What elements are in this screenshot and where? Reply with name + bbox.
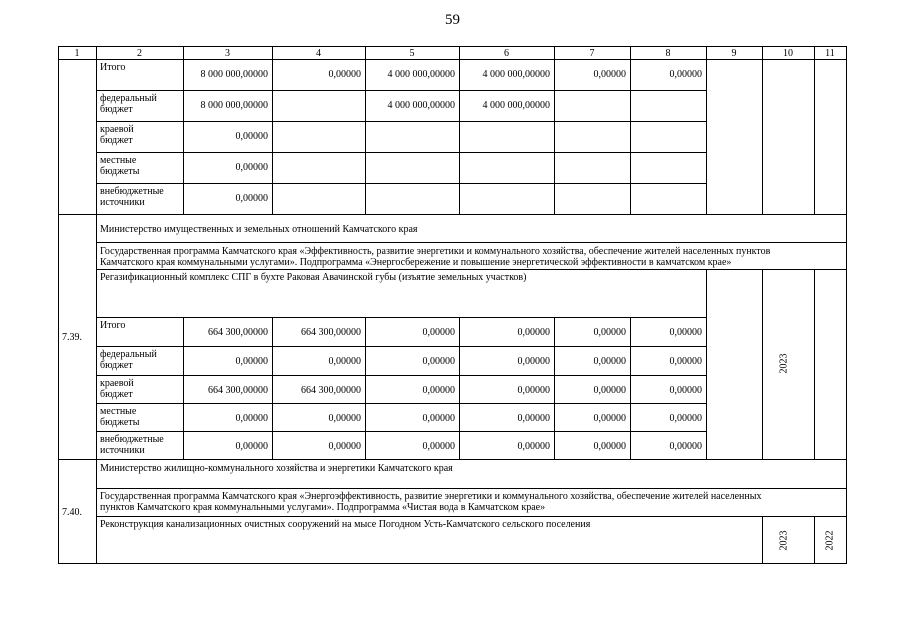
grid-line	[814, 269, 815, 460]
grid-line	[96, 488, 847, 489]
value-cell: 664 300,00000	[208, 385, 268, 396]
value-cell: 0,00000	[422, 327, 455, 338]
row-label: источники	[100, 445, 145, 456]
value-cell: 0,00000	[328, 69, 361, 80]
row-label: федеральный	[100, 93, 157, 104]
value-cell: 4 000 000,00000	[387, 69, 455, 80]
year-cell: 2023	[778, 353, 790, 374]
value-cell: 0,00000	[235, 356, 268, 367]
row-label: местные	[100, 155, 137, 166]
row-label: краевой	[100, 378, 134, 389]
value-cell: 0,00000	[328, 441, 361, 452]
value-cell: 8 000 000,00000	[200, 100, 268, 111]
row-label: внебюджетные	[100, 186, 164, 197]
row-label: краевой	[100, 124, 134, 135]
value-cell: 0,00000	[669, 413, 702, 424]
row-label: бюджет	[100, 360, 133, 371]
value-cell: 0,00000	[422, 385, 455, 396]
grid-line	[762, 269, 763, 460]
grid-line	[96, 121, 707, 122]
grid-line	[554, 59, 555, 215]
grid-line	[96, 152, 707, 153]
header-col-5: 5	[409, 48, 415, 59]
ministry-name: Министерство жилищно-коммунального хозяйства и энергетики Камчатского края	[100, 463, 453, 474]
ministry-name: Министерство имущественных и земельных отношений Камчатского края	[100, 224, 418, 235]
value-cell: 664 300,00000	[301, 327, 361, 338]
value-cell: 0,00000	[669, 327, 702, 338]
value-cell: 0,00000	[669, 441, 702, 452]
row-label: федеральный	[100, 349, 157, 360]
value-cell: 0,00000	[328, 356, 361, 367]
value-cell: 664 300,00000	[208, 327, 268, 338]
grid-line	[272, 59, 273, 215]
grid-line	[459, 59, 460, 215]
grid-line	[762, 59, 763, 215]
row-label: бюджеты	[100, 166, 140, 177]
value-cell: 0,00000	[328, 413, 361, 424]
value-cell: 664 300,00000	[301, 385, 361, 396]
value-cell: 0,00000	[593, 356, 626, 367]
header-col-7: 7	[589, 48, 595, 59]
row-label: Итого	[100, 62, 126, 73]
header-col-8: 8	[665, 48, 671, 59]
grid-line	[96, 516, 847, 517]
grid-line	[96, 183, 707, 184]
value-cell: 0,00000	[235, 441, 268, 452]
header-col-4: 4	[316, 48, 321, 59]
grid-line	[96, 59, 707, 60]
grid-line	[96, 317, 707, 318]
program-text: Государственная программа Камчатского края «Энергоэффективность, развитие энергетики и коммунального хозяйства, обеспечение жителей населенных	[100, 491, 762, 502]
header-col-10: 10	[783, 48, 793, 59]
grid-line	[814, 516, 815, 564]
value-cell: 8 000 000,00000	[200, 69, 268, 80]
value-cell: 4 000 000,00000	[387, 100, 455, 111]
value-cell: 0,00000	[517, 441, 550, 452]
header-col-1: 1	[74, 48, 80, 59]
program-text: пунктов Камчатского края коммунальными услугами». Подпрограмма «Чистая вода в Камчатском крае»	[100, 502, 546, 513]
grid-line	[706, 59, 707, 215]
page-number: 59	[445, 12, 460, 28]
value-cell: 0,00000	[517, 385, 550, 396]
value-cell: 4 000 000,00000	[482, 69, 550, 80]
grid-line	[96, 403, 707, 404]
grid-line	[846, 46, 847, 60]
grid-line	[365, 59, 366, 215]
value-cell: 0,00000	[669, 69, 702, 80]
row-label: Итого	[100, 320, 126, 331]
grid-line	[96, 242, 847, 243]
value-cell: 0,00000	[593, 327, 626, 338]
object-name: Регазификационный комплекс СПГ в бухте Раковая Авачинской губы (изъятие земельных участков)	[100, 272, 527, 283]
object-name: Реконструкция канализационных очистных сооружений на мысе Погодном Усть-Камчатского сельского поселения	[100, 519, 591, 530]
value-cell: 0,00000	[235, 193, 268, 204]
value-cell: 4 000 000,00000	[482, 100, 550, 111]
grid-line	[96, 375, 707, 376]
value-cell: 0,00000	[593, 413, 626, 424]
row-label: бюджет	[100, 389, 133, 400]
value-cell: 0,00000	[593, 69, 626, 80]
value-cell: 0,00000	[517, 327, 550, 338]
row-label: бюджет	[100, 104, 133, 115]
value-cell: 0,00000	[235, 162, 268, 173]
value-cell: 0,00000	[593, 385, 626, 396]
row-number: 7.40.	[62, 507, 82, 518]
value-cell: 0,00000	[593, 441, 626, 452]
value-cell: 0,00000	[517, 356, 550, 367]
grid-line	[762, 516, 763, 564]
value-cell: 0,00000	[422, 356, 455, 367]
header-col-3: 3	[225, 48, 230, 59]
row-label: бюджеты	[100, 417, 140, 428]
grid-line	[58, 563, 847, 564]
header-col-6: 6	[504, 48, 509, 59]
grid-line	[58, 59, 59, 564]
row-label: бюджет	[100, 135, 133, 146]
grid-line	[96, 431, 707, 432]
program-text: Государственная программа Камчатского края «Эффективность, развитие энергетики и коммунального хозяйства, обеспечение жителей населенных пунктов	[100, 246, 771, 257]
row-label: внебюджетные	[100, 434, 164, 445]
value-cell: 0,00000	[235, 413, 268, 424]
value-cell: 0,00000	[669, 385, 702, 396]
grid-line	[96, 346, 707, 347]
row-number: 7.39.	[62, 332, 82, 343]
header-col-9: 9	[731, 48, 737, 59]
value-cell: 0,00000	[235, 131, 268, 142]
row-label: источники	[100, 197, 145, 208]
grid-line	[96, 90, 707, 91]
value-cell: 0,00000	[669, 356, 702, 367]
value-cell: 0,00000	[422, 413, 455, 424]
year-cell: 2022	[824, 530, 836, 551]
program-text: Камчатского края коммунальными услугами». Подпрограмма «Энергосбережение и повышение энергетической эффективности в камчатском крае»	[100, 257, 732, 268]
grid-line	[630, 59, 631, 215]
value-cell: 0,00000	[517, 413, 550, 424]
grid-line	[96, 269, 847, 270]
header-col-11: 11	[825, 48, 835, 59]
value-cell: 0,00000	[422, 441, 455, 452]
row-label: местные	[100, 406, 137, 417]
grid-line	[58, 214, 847, 215]
grid-line	[814, 59, 815, 215]
grid-line	[58, 46, 847, 47]
year-cell: 2023	[778, 530, 790, 551]
header-col-2: 2	[137, 48, 142, 59]
grid-line	[58, 459, 847, 460]
